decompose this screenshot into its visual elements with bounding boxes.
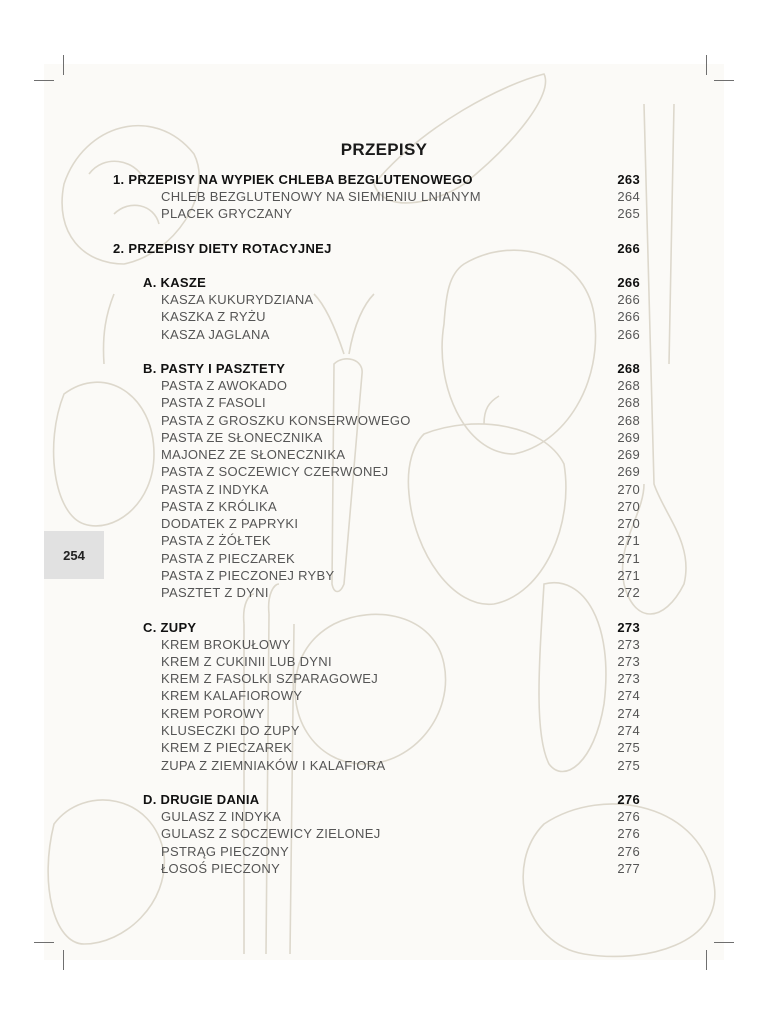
toc-page: 273 bbox=[617, 637, 640, 652]
toc-item bbox=[161, 377, 640, 394]
crop-mark bbox=[714, 80, 734, 81]
toc-page: 270 bbox=[617, 499, 640, 514]
toc-page: 274 bbox=[617, 688, 640, 703]
toc-page: 270 bbox=[617, 516, 640, 531]
toc-page: 266 bbox=[617, 309, 640, 324]
toc-page: 276 bbox=[617, 792, 640, 807]
toc-label: KREM KALAFIOROWY bbox=[161, 688, 303, 703]
toc-page: 268 bbox=[617, 395, 640, 410]
toc-label: KREM BROKUŁOWY bbox=[161, 637, 291, 652]
toc-page: 277 bbox=[617, 861, 640, 876]
toc-label: PASZTET Z DYNI bbox=[161, 585, 269, 600]
toc-label: GULASZ Z SOCZEWICY ZIELONEJ bbox=[161, 826, 381, 841]
toc-label: PASTA Z GROSZKU KONSERWOWEGO bbox=[161, 413, 411, 428]
toc-item bbox=[161, 429, 640, 446]
toc-item bbox=[161, 739, 640, 756]
toc-label: PASTA Z ŻÓŁTEK bbox=[161, 533, 271, 548]
page-number-tab bbox=[44, 531, 104, 579]
toc-label: PASTA Z KRÓLIKA bbox=[161, 499, 277, 514]
toc-label: DODATEK Z PAPRYKI bbox=[161, 516, 299, 531]
toc-label: PASTA ZE SŁONECZNIKA bbox=[161, 430, 323, 445]
toc-item bbox=[161, 463, 640, 480]
toc-section bbox=[113, 171, 640, 188]
toc-item bbox=[161, 584, 640, 601]
toc-item bbox=[161, 188, 640, 205]
toc-page: 264 bbox=[617, 189, 640, 204]
toc-page: 265 bbox=[617, 206, 640, 221]
toc-label: PASTA Z PIECZONEJ RYBY bbox=[161, 568, 335, 583]
toc-label: MAJONEZ ZE SŁONECZNIKA bbox=[161, 447, 346, 462]
toc-item bbox=[161, 670, 640, 687]
crop-mark bbox=[706, 55, 707, 75]
toc-item bbox=[161, 860, 640, 877]
toc-item bbox=[161, 843, 640, 860]
crop-mark bbox=[34, 80, 54, 81]
toc-item bbox=[161, 757, 640, 774]
toc-page: 269 bbox=[617, 430, 640, 445]
crop-mark bbox=[63, 55, 64, 75]
toc-item bbox=[161, 308, 640, 325]
toc-item bbox=[161, 653, 640, 670]
toc-label: PASTA Z INDYKA bbox=[161, 482, 269, 497]
toc-page: 268 bbox=[617, 378, 640, 393]
toc-page: 266 bbox=[617, 327, 640, 342]
toc-page: 275 bbox=[617, 758, 640, 773]
crop-mark bbox=[63, 950, 64, 970]
toc-item bbox=[161, 205, 640, 222]
toc-item bbox=[161, 808, 640, 825]
page-title: PRZEPISY bbox=[340, 140, 428, 159]
toc-page: 266 bbox=[617, 241, 640, 256]
toc-label: D. DRUGIE DANIA bbox=[143, 792, 260, 807]
toc-label: 1. PRZEPISY NA WYPIEK CHLEBA BEZGLUTENOWEGO bbox=[113, 172, 473, 187]
toc-label: PASTA Z FASOLI bbox=[161, 395, 266, 410]
toc-item bbox=[161, 498, 640, 515]
crop-mark bbox=[714, 942, 734, 943]
toc-page: 273 bbox=[617, 654, 640, 669]
crop-mark bbox=[34, 942, 54, 943]
toc-label: KLUSECZKI DO ZUPY bbox=[161, 723, 300, 738]
toc-subsection bbox=[143, 274, 640, 291]
toc-label: PASTA Z SOCZEWICY CZERWONEJ bbox=[161, 464, 389, 479]
toc-page: 276 bbox=[617, 809, 640, 824]
toc-page: 276 bbox=[617, 826, 640, 841]
toc-page: 271 bbox=[617, 551, 640, 566]
toc-page: 273 bbox=[617, 620, 640, 635]
toc-page: 268 bbox=[617, 361, 640, 376]
toc-label: 2. PRZEPISY DIETY ROTACYJNEJ bbox=[113, 241, 332, 256]
toc-page: 276 bbox=[617, 844, 640, 859]
toc-subsection bbox=[143, 360, 640, 377]
toc-page: 268 bbox=[617, 413, 640, 428]
toc-subsection bbox=[143, 619, 640, 636]
toc-page: 274 bbox=[617, 706, 640, 721]
toc-label: CHLEB BEZGLUTENOWY NA SIEMIENIU LNIANYM bbox=[161, 189, 481, 204]
toc-subsection bbox=[143, 791, 640, 808]
toc-label: PASTA Z PIECZAREK bbox=[161, 551, 295, 566]
onion-illustration bbox=[48, 800, 164, 944]
toc-page: 272 bbox=[617, 585, 640, 600]
toc-item bbox=[161, 567, 640, 584]
toc-label: PASTA Z AWOKADO bbox=[161, 378, 288, 393]
toc-page: 269 bbox=[617, 464, 640, 479]
toc-item bbox=[161, 550, 640, 567]
toc-item bbox=[161, 412, 640, 429]
toc-page: 266 bbox=[617, 292, 640, 307]
toc-label: B. PASTY I PASZTETY bbox=[143, 361, 286, 376]
toc-item bbox=[161, 481, 640, 498]
toc-label: ZUPA Z ZIEMNIAKÓW I KALAFIORA bbox=[161, 758, 386, 773]
toc-page: 266 bbox=[617, 275, 640, 290]
toc-label: C. ZUPY bbox=[143, 620, 197, 635]
toc-section bbox=[113, 240, 640, 257]
toc-item bbox=[161, 532, 640, 549]
toc-label: KREM Z CUKINII LUB DYNI bbox=[161, 654, 332, 669]
toc-page: 270 bbox=[617, 482, 640, 497]
toc-page: 271 bbox=[617, 568, 640, 583]
toc-label: KREM Z PIECZAREK bbox=[161, 740, 293, 755]
toc-item bbox=[161, 394, 640, 411]
crop-mark bbox=[706, 950, 707, 970]
toc-label: A. KASZE bbox=[143, 275, 207, 290]
toc-label: GULASZ Z INDYKA bbox=[161, 809, 282, 824]
toc-label: KREM POROWY bbox=[161, 706, 265, 721]
toc-label: KASZKA Z RYŻU bbox=[161, 309, 266, 324]
toc-page: 269 bbox=[617, 447, 640, 462]
toc-label: KASZA JAGLANA bbox=[161, 327, 270, 342]
toc-item bbox=[161, 446, 640, 463]
toc-label: KASZA KUKURYDZIANA bbox=[161, 292, 314, 307]
page-number: 254 bbox=[63, 547, 85, 563]
toc-page: 273 bbox=[617, 671, 640, 686]
toc-label: PSTRĄG PIECZONY bbox=[161, 844, 290, 859]
garlic-illustration bbox=[54, 294, 154, 526]
toc-item bbox=[161, 326, 640, 343]
toc-label: PLACEK GRYCZANY bbox=[161, 206, 293, 221]
toc-page: 263 bbox=[617, 172, 640, 187]
toc-item bbox=[161, 291, 640, 308]
toc-label: KREM Z FASOLKI SZPARAGOWEJ bbox=[161, 671, 379, 686]
toc-item bbox=[161, 825, 640, 842]
toc-item bbox=[161, 722, 640, 739]
toc-page: 271 bbox=[617, 533, 640, 548]
toc-page: 275 bbox=[617, 740, 640, 755]
toc-item bbox=[161, 515, 640, 532]
toc-page: 274 bbox=[617, 723, 640, 738]
toc-item bbox=[161, 705, 640, 722]
toc-item bbox=[161, 636, 640, 653]
toc-label: ŁOSOŚ PIECZONY bbox=[161, 861, 281, 876]
toc-item bbox=[161, 687, 640, 704]
